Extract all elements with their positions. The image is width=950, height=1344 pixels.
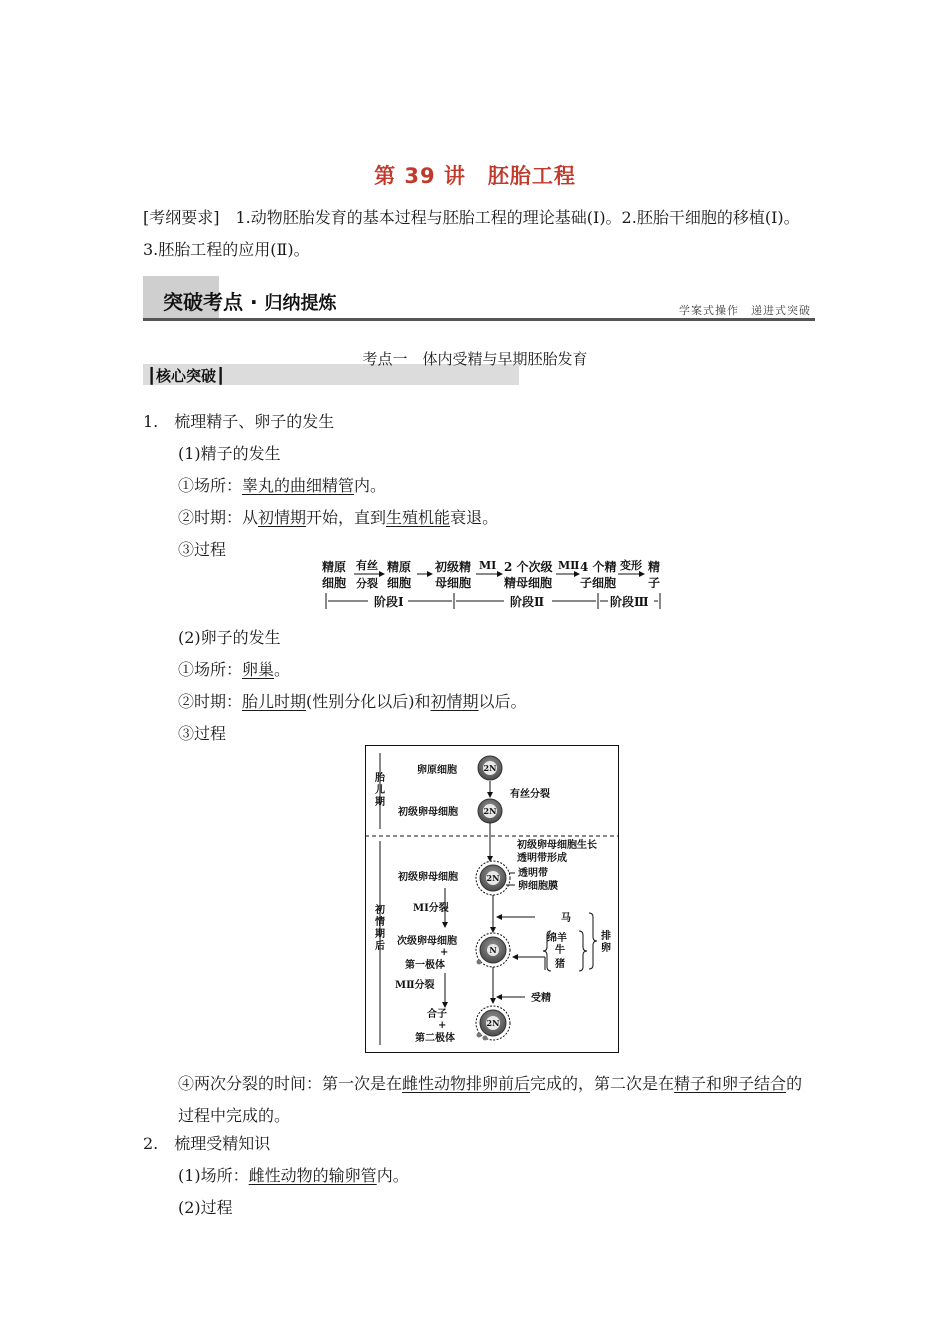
puberty-label-2: 情 (375, 917, 385, 928)
text: 的过程中完成的。 (178, 1074, 803, 1125)
sperm-cell-4b: 精母细胞 (504, 576, 553, 590)
text: 衰退。 (450, 508, 499, 527)
sperm-cell-4a: 2 个次级 (504, 560, 553, 574)
cell-2n-1: 2N (483, 763, 497, 773)
stage-1: 阶段Ⅰ (374, 595, 404, 609)
plus-1: + (440, 947, 449, 958)
sperm-cell-5b: 子细胞 (580, 576, 617, 590)
sperm-period (178, 508, 498, 528)
banner-rule (143, 318, 815, 321)
arrow-1-bot: 分裂 (356, 577, 378, 590)
fert-site (178, 1166, 409, 1186)
fert-process: (2)过程 (178, 1198, 233, 1217)
page-title: 第 39 讲 胚胎工程 (374, 164, 576, 188)
answer: 精子和卵子结合 (674, 1074, 787, 1093)
membrane-label: 卵细胞膜 (518, 881, 558, 892)
answer: 卵巢 (242, 660, 275, 679)
m1-label: MⅠ分裂 (413, 903, 449, 914)
text: ②时期： (178, 692, 243, 711)
zygote-label: 合子 (427, 1009, 447, 1020)
text: ④两次分裂的时间：第一次是在 (178, 1074, 403, 1093)
answer: 胎儿时期 (242, 692, 307, 711)
oogenesis-diagram (365, 745, 619, 1053)
answer: 初情期 (430, 692, 479, 711)
sperm-cell-1a: 精原 (322, 560, 347, 574)
text: ②时期：从 (178, 508, 259, 527)
stage-3: 阶段Ⅲ (610, 595, 649, 609)
ovulation-label-2: 卵 (601, 943, 611, 954)
egg-site (178, 660, 290, 680)
sperm-site (178, 476, 386, 496)
mitosis-label: 有丝分裂 (510, 789, 550, 800)
stage-2: 阶段Ⅱ (510, 595, 545, 609)
primary-label-2: 初级卵母细胞 (398, 872, 458, 883)
fetal-label-3: 期 (375, 797, 385, 808)
cell-2n-4: 2N (486, 1018, 500, 1028)
arrow-4-top: 变形 (620, 559, 642, 572)
text: ①场所： (178, 660, 243, 679)
text: ①场所： (178, 476, 243, 495)
answer: 生殖机能 (386, 508, 451, 527)
ovulation-label-1: 排 (601, 931, 611, 942)
arrow-2-top: MⅠ (479, 559, 497, 572)
sperm-heading: (1)精子的发生 (178, 444, 281, 463)
egg-heading: (2)卵子的发生 (178, 628, 281, 647)
fertilization-label: 受精 (531, 993, 551, 1004)
item-1: 1. 梳理精子、卵子的发生 (143, 412, 335, 431)
spermatogenesis-diagram (318, 557, 668, 613)
primary-label-1: 初级卵母细胞 (398, 807, 458, 818)
horse-label: 马 (561, 913, 571, 924)
polar2-label: 第二极体 (415, 1033, 455, 1044)
text: (性别分化以后)和 (306, 692, 431, 711)
banner-dot: · (249, 290, 258, 314)
cell-2n-2: 2N (483, 806, 497, 816)
plus-2: + (438, 1020, 447, 1031)
text: 完成的，第二次是在 (530, 1074, 675, 1093)
text: 以后。 (478, 692, 527, 711)
division-timing (178, 1068, 818, 1132)
puberty-label-4: 后 (375, 941, 385, 952)
sheep-label-1: 绵羊 (547, 933, 567, 944)
sperm-cell-3b: 母细胞 (435, 576, 472, 590)
growth-label-2: 透明带形成 (517, 853, 567, 864)
egg-process: ③过程 (178, 724, 227, 743)
arrow-1-top: 有丝 (356, 559, 378, 572)
text: (1)场所： (178, 1166, 249, 1185)
banner-main: 突破考点 (163, 290, 243, 314)
secondary-label: 次级卵母细胞 (397, 936, 457, 947)
exam-requirements: [考纲要求] 1.动物胚胎发育的基本过程与胚胎工程的理论基础(Ⅰ)。2.胚胎干细胞的移植(Ⅰ)。3.胚胎工程的应用(Ⅱ)。 (143, 208, 800, 259)
sperm-cell-6a: 精 (648, 560, 661, 574)
sperm-cell-2b: 细胞 (387, 576, 412, 590)
text: 内。 (376, 1166, 409, 1185)
sperm-cell-2a: 精原 (387, 560, 412, 574)
egg-period (178, 692, 527, 712)
answer: 初情期 (258, 508, 307, 527)
section-title: 考点一 体内受精与早期胚胎发育 (362, 350, 588, 368)
text: 内。 (354, 476, 387, 495)
cell-2n-3: 2N (486, 873, 500, 883)
core-breakthrough-label: ┃核心突破┃ (147, 367, 226, 385)
cell-n: N (489, 945, 497, 955)
polar1-label: 第一极体 (405, 960, 445, 971)
cattle-label: 牛 (555, 945, 565, 956)
answer: 雌性动物的输卵管 (248, 1166, 377, 1185)
sperm-cell-6b: 子 (648, 576, 661, 590)
zona-label: 透明带 (518, 868, 548, 879)
puberty-label-1: 初 (375, 905, 385, 916)
fetal-label-2: 儿 (375, 785, 385, 796)
sperm-process: ③过程 (178, 540, 227, 559)
sperm-cell-5a: 4 个精 (580, 560, 617, 574)
sperm-cell-1b: 细胞 (322, 576, 347, 590)
text: 开始，直到 (306, 508, 387, 527)
banner-tagline: 学案式操作 递进式突破 (679, 304, 811, 317)
item-2: 2. 梳理受精知识 (143, 1134, 271, 1153)
oogonium-label: 卵原细胞 (417, 765, 457, 776)
m2-label: MⅡ分裂 (395, 980, 435, 991)
banner-title (163, 286, 337, 315)
puberty-label-3: 期 (375, 929, 385, 940)
sperm-cell-3a: 初级精 (435, 560, 472, 574)
growth-label-1: 初级卵母细胞生长 (517, 840, 597, 851)
fetal-label-1: 胎 (375, 773, 385, 784)
text: 。 (274, 660, 291, 679)
banner-sub: 归纳提炼 (264, 293, 337, 314)
answer: 雌性动物排卵前后 (402, 1074, 531, 1093)
arrow-3-top: MⅡ (558, 559, 580, 572)
section-banner (143, 276, 815, 322)
answer: 睾丸的曲细精管 (242, 476, 355, 495)
pig-label: 猪 (555, 959, 565, 970)
